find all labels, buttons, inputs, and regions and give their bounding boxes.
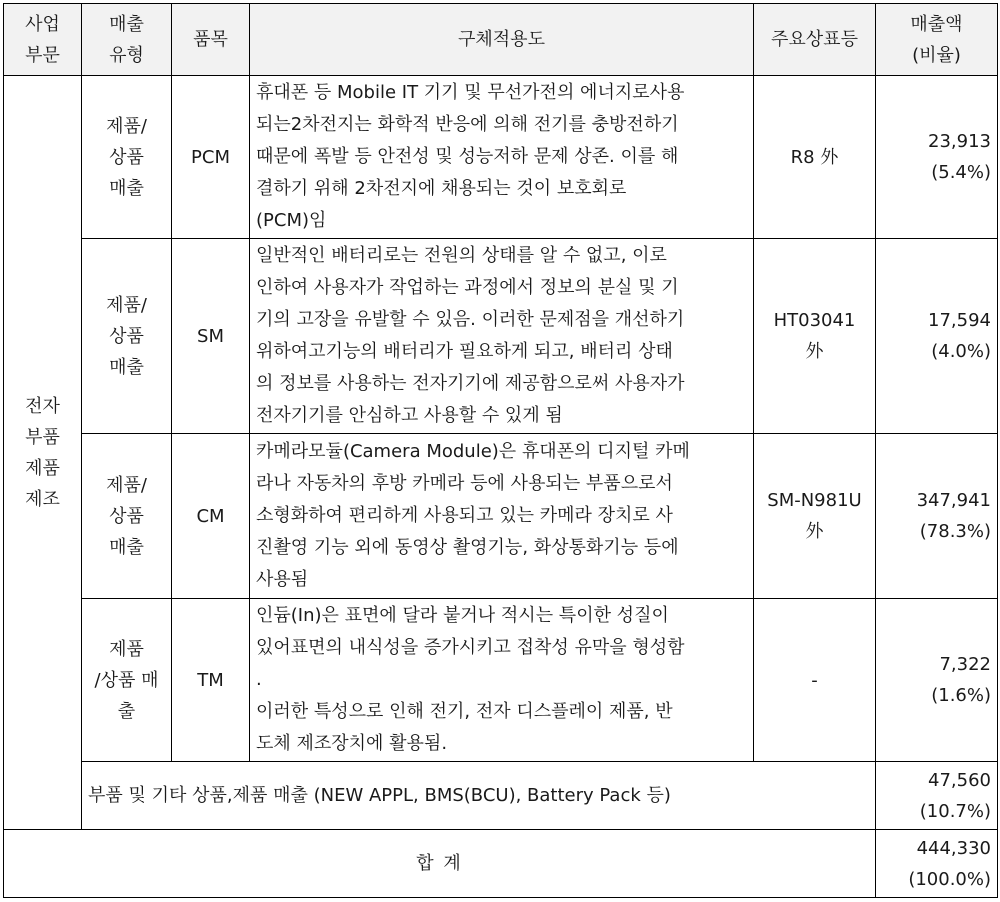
item-cell: TM: [172, 599, 250, 762]
item-cell: CM: [172, 434, 250, 599]
usage-cell: 인듐(In)은 표면에 달라 붙거나 적시는 특이한 성질이 있어표면의 내식성을 증가시키고 접착성 유막을 형성함 . 이러한 특성으로 인해 전기, 전자 디스플레이 제품, 반 도체 제조장치에 활용됨.: [250, 599, 754, 762]
table-row: [4, 434, 998, 599]
total-amount-cell: 444,330 (100.0%): [876, 830, 998, 898]
table-row: [4, 76, 998, 239]
table-row: [4, 599, 998, 762]
usage-cell: 일반적인 배터리로는 전원의 상태를 알 수 없고, 이로 인하여 사용자가 작업하는 과정에서 정보의 분실 및 기 기의 고장을 유발할 수 있음. 이러한 문제점을 개선하기 위하여고기능의 배터리가 필요하게 되고, 배터리 상태 의 정보를 사용하는 전자기기에 제공함으로써 사용자가 전자기기를 안심하고 사용할 수 있게 됨: [250, 239, 754, 434]
item-cell: SM: [172, 239, 250, 434]
brand-cell: HT03041 外: [754, 239, 876, 434]
usage-cell: 카메라모듈(Camera Module)은 휴대폰의 디지털 카메 라나 자동차의 후방 카메라 등에 사용되는 부품으로서 소형화하여 편리하게 사용되고 있는 카메라 장치로 사 진촬영 기능 외에 동영상 촬영기능, 화상통화기능 등에 사용됨: [250, 434, 754, 599]
other-amount-cell: 47,560 (10.7%): [876, 762, 998, 830]
amount-cell: 17,594 (4.0%): [876, 239, 998, 434]
total-label: 합 계: [4, 830, 876, 898]
header-sales-type: 매출 유형: [82, 4, 172, 76]
other-label: 부품 및 기타 상품,제품 매출 (NEW APPL, BMS(BCU), Battery Pack 등): [82, 762, 876, 830]
header-segment: 사업 부문: [4, 4, 82, 76]
header-usage: 구체적용도: [250, 4, 754, 76]
sales-type-cell: 제품/ 상품 매출: [82, 239, 172, 434]
usage-cell: 휴대폰 등 Mobile IT 기기 및 무선가전의 에너지로사용 되는2차전지는 화학적 반응에 의해 전기를 충방전하기 때문에 폭발 등 안전성 및 성능저하 문제 상존. 이를 해 결하기 위해 2차전지에 채용되는 것이 보호회로 (PCM)임: [250, 76, 754, 239]
brand-cell: -: [754, 599, 876, 762]
segment-cell: 전자 부품 제품 제조: [4, 76, 82, 830]
header-row: [4, 4, 998, 76]
other-row: [4, 762, 998, 830]
item-cell: PCM: [172, 76, 250, 239]
total-row: [4, 830, 998, 898]
brand-cell: SM-N981U 外: [754, 434, 876, 599]
table-row: [4, 239, 998, 434]
header-sales: 매출액 (비율): [876, 4, 998, 76]
header-item: 품목: [172, 4, 250, 76]
amount-cell: 347,941 (78.3%): [876, 434, 998, 599]
sales-table: [3, 3, 998, 898]
amount-cell: 23,913 (5.4%): [876, 76, 998, 239]
sales-type-cell: 제품/ 상품 매출: [82, 76, 172, 239]
header-brand: 주요상표등: [754, 4, 876, 76]
sales-type-cell: 제품/ 상품 매출: [82, 434, 172, 599]
amount-cell: 7,322 (1.6%): [876, 599, 998, 762]
brand-cell: R8 外: [754, 76, 876, 239]
sales-type-cell: 제품 /상품 매 출: [82, 599, 172, 762]
